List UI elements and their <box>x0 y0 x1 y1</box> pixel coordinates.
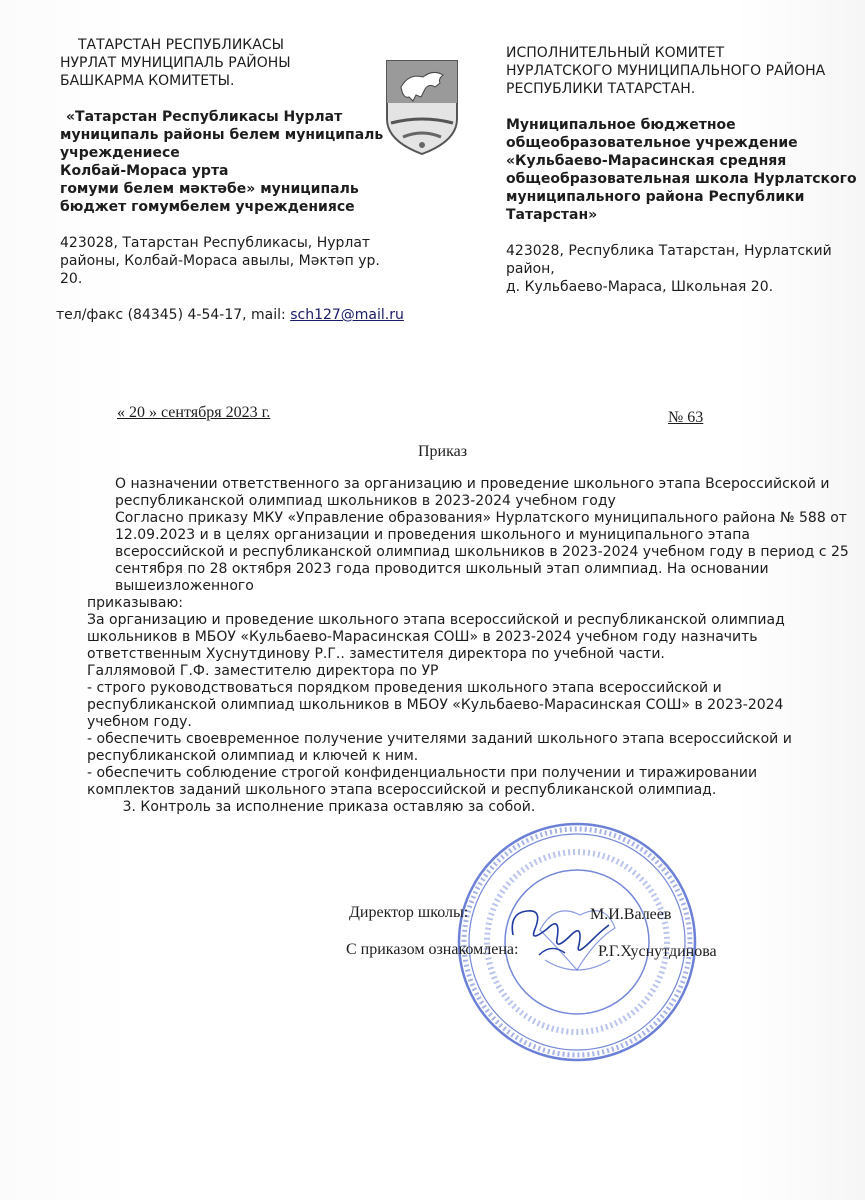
left-school-line: муниципаль районы белем муниципаль <box>60 127 384 143</box>
body-line: республиканской олимпиад школьников в 2023-2024 учебном году <box>115 493 616 509</box>
right-school-line: общеобразовательная школа Нурлатского <box>506 171 857 187</box>
right-org-line: РЕСПУБЛИКИ ТАТАРСТАН. <box>506 81 696 97</box>
director-label: Директор школы: <box>349 904 469 921</box>
left-school-line: учреждениесе <box>60 145 180 161</box>
left-school-line: бюджет гомумбелем учреждениясе <box>60 199 355 215</box>
left-org-line: ТАТАРСТАН РЕСПУБЛИКАСЫ <box>78 37 284 53</box>
body-line: 12.09.2023 и в целях организации и проведения школьного и муниципального этапа <box>115 527 750 543</box>
body-line: комплектов заданий школьного этапа всероссийской и республиканской олимпиад. <box>87 782 717 798</box>
body-line: - обеспечить своевременное получение учителями заданий школьного этапа всероссийской и <box>87 731 792 747</box>
right-school-line: Татарстан» <box>506 207 598 223</box>
right-school-line: Муниципальное бюджетное <box>506 117 736 133</box>
header-left <box>56 36 404 324</box>
body-line: приказываю: <box>87 595 184 611</box>
right-school-line: общеобразовательное учреждение <box>506 135 798 151</box>
header-right <box>506 44 857 296</box>
body-line: республиканской олимпиад и ключей к ним. <box>87 748 419 764</box>
coat-of-arms-emblem <box>383 57 461 157</box>
left-address-line: 423028, Татарстан Республикасы, Нурлат <box>60 235 371 251</box>
body-line: О назначении ответственного за организацию и проведение школьного этапа Всероссийской и <box>115 476 830 492</box>
body-line: школьников в МБОУ «Кульбаево-Марасинская СОШ» в 2023-2024 учебном году назначить <box>87 629 758 645</box>
left-org-line: БАШКАРМА КОМИТЕТЫ. <box>60 73 235 89</box>
body-line: сентября по 28 октября 2023 года проводится школьный этап олимпиад. На основании <box>115 561 769 577</box>
left-address-line: районы, Колбай-Мораса авылы, Мәктәп ур. <box>60 253 380 269</box>
body-line: Согласно приказу МКУ «Управление образования» Нурлатского муниципального района № 588 от <box>115 510 847 526</box>
right-school-line: муниципального района Республики <box>506 189 805 205</box>
email-link[interactable]: sch127@mail.ru <box>290 307 404 323</box>
order-number: № 63 <box>668 409 704 426</box>
left-school-line: «Татарстан Республикасы Нурлат <box>66 109 343 125</box>
right-address-line: д. Кульбаево-Мараса, Школьная 20. <box>506 279 774 295</box>
body-line: - строго руководствоваться порядком проведения школьного этапа всероссийской и <box>87 680 722 696</box>
body-line: учебном году. <box>87 714 192 730</box>
right-address-line: 423028, Республика Татарстан, Нурлатский <box>506 243 832 259</box>
acquainted-label: С приказом ознакомлена: <box>346 941 519 958</box>
body-line: Галлямовой Г.Ф. заместителю директора по УР <box>87 663 439 679</box>
right-org-line: ИСПОЛНИТЕЛЬНЫЙ КОМИТЕТ <box>506 45 725 61</box>
body-line: республиканской олимпиад школьников в МБОУ «Кульбаево-Марасинская СОШ» в 2023-2024 <box>87 697 784 713</box>
body-line: За организацию и проведение школьного этапа всероссийской и республиканской олимпиад <box>87 612 785 628</box>
contact-text: тел/факс (84345) 4-54-17, mail: <box>56 307 291 323</box>
body-line: 3. Контроль за исполнение приказа оставляю за собой. <box>87 799 536 815</box>
left-address-line: 20. <box>60 271 83 287</box>
right-address-line: район, <box>506 261 555 277</box>
left-school-line: гомуми белем мәктәбе» муниципаль <box>60 181 359 197</box>
order-date: « 20 » сентября 2023 г. <box>117 404 271 421</box>
contact-line <box>56 306 404 324</box>
body-line: вышеизложенного <box>115 578 254 594</box>
director-name: М.И.Валеев <box>590 906 672 923</box>
body-line: всероссийской и республиканской олимпиад школьников в 2023-2024 учебном году в период с 25 <box>115 544 849 560</box>
body-line: ответственным Хуснутдинову Р.Г.. заместителя директора по учебной части. <box>87 646 665 662</box>
order-title: Приказ <box>418 443 468 460</box>
acquainted-name: Р.Г.Хуснутдинова <box>598 943 717 960</box>
right-org-line: НУРЛАТСКОГО МУНИЦИПАЛЬНОГО РАЙОНА <box>506 63 826 79</box>
right-school-line: «Кульбаево-Марасинская средняя <box>506 153 787 169</box>
left-school-line: Колбай-Мораса урта <box>60 163 229 179</box>
left-org-line: НУРЛАТ МУНИЦИПАЛЬ РАЙОНЫ <box>60 55 291 71</box>
order-body <box>87 476 849 816</box>
body-line: - обеспечить соблюдение строгой конфиденциальности при получении и тиражировании <box>87 765 758 781</box>
